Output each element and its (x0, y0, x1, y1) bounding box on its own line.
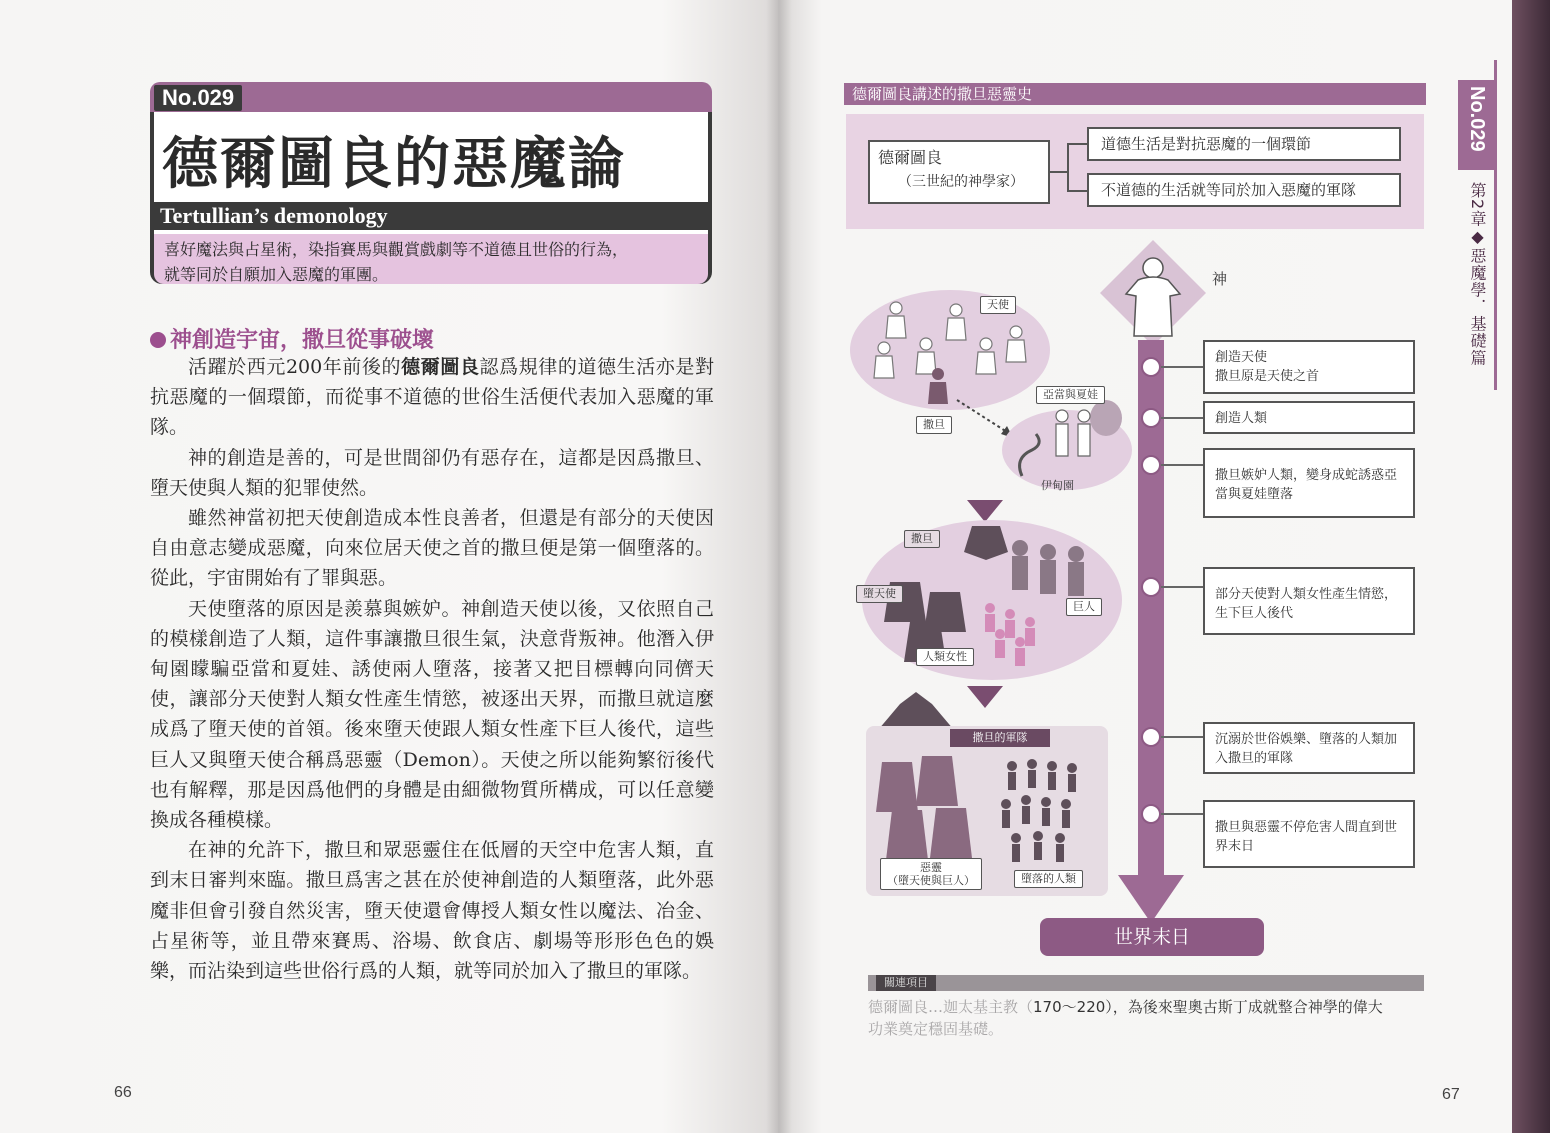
label-satan: 撒旦 (904, 530, 940, 548)
page-number: 67 (1442, 1086, 1460, 1103)
summary-line: 就等同於自願加入惡魔的軍團。 (164, 265, 389, 284)
summary (154, 234, 708, 284)
paragraph: 神的創造是善的，可是世間卻仍有惡存在，這都是因爲撒旦、墮天使與人類的犯罪使然。 (150, 446, 714, 499)
timeline-connector (1161, 586, 1203, 588)
connector-line (1067, 143, 1087, 145)
event-box: 撒旦嫉妒人類，變身成蛇誘惑亞當與夏娃墮落 (1203, 448, 1415, 518)
event-box: 創造人類 (1203, 401, 1415, 434)
paragraph: 天使墮落的原因是羨慕與嫉妒。神創造天使以後，又依照自己的模樣創造了人類，這件事讓撒旦很生氣，決意背叛神。他潛入伊甸園矇騙亞當和夏娃、誘使兩人墮落，接著又把目標轉向同儕天使，讓部分天使對人類女性產生情慾，被逐出天界，而撒旦就這麼成爲了墮天使的首領。後來墮天使跟人類女性產下巨人後代，這些巨人又與墮天使合稱爲惡靈（Demon）。天使之所以能夠繁衍後代也有解釋，那是因爲他們的身體是由細微物質所構成，可以任意變換成各種模樣。 (150, 597, 714, 832)
summary-line: 喜好魔法與占星術，染指賽馬與觀賞戲劇等不道德且世俗的行為， (164, 240, 629, 259)
adam-eve-illustration (1010, 398, 1130, 488)
label-angels: 天使 (980, 296, 1016, 314)
label-human-women: 人類女性 (916, 648, 974, 666)
timeline-arrowhead (1118, 875, 1184, 923)
god-label: 神 (1212, 270, 1228, 288)
page-number: 66 (114, 1084, 132, 1101)
paragraph: 活躍於西元200年前後的德爾圖良認爲規律的道德生活亦是對抗惡魔的一個環節，而從事不道德的世俗生活便代表加入惡魔的軍隊。 (150, 356, 714, 439)
spine-shadow (766, 0, 792, 1133)
end-of-world-box: 世界末日 (1040, 918, 1264, 956)
connector-line (1067, 143, 1069, 191)
label-satan: 撒旦 (916, 416, 952, 434)
event-box: 撒旦與惡靈不停危害人間直到世界末日 (1203, 800, 1415, 868)
title-box (150, 82, 712, 294)
event-box: 沉溺於世俗娛樂、墮落的人類加入撒旦的軍隊 (1203, 722, 1415, 774)
page-title: 德爾圖良的惡魔論 (162, 131, 626, 197)
paragraph: 雖然神當初把天使創造成本性良善者，但還是有部分的天使因自由意志變成惡魔，向來位居天使之首的撒旦便是第一個墮落的。從此，宇宙開始有了罪與惡。 (150, 507, 714, 590)
body-text (150, 352, 714, 986)
event-box: 部分天使對人類女性產生情慾，生下巨人後代 (1203, 567, 1415, 635)
label-eden: 伊甸園 (1041, 479, 1074, 492)
connector-line (1067, 190, 1087, 192)
flow-arrow-down (967, 500, 1003, 522)
bullet-icon (150, 332, 166, 348)
timeline-connector (1161, 736, 1203, 738)
timeline-dot (1141, 727, 1161, 747)
army-title: 撒旦的軍隊 (950, 729, 1050, 747)
section-heading: 神創造宇宙，撒旦從事破壞 (150, 323, 434, 354)
claim-box: 不道德的生活就等同於加入惡魔的軍隊 (1087, 173, 1401, 207)
diagram-title: 德爾圖良講述的撒旦惡靈史 (844, 83, 1426, 105)
army-illustration (876, 752, 1100, 874)
label-adam-eve: 亞當與夏娃 (1036, 386, 1105, 404)
chapter-label: 第2章◆惡魔學．基礎篇 (1468, 182, 1487, 367)
timeline-connector (1161, 813, 1203, 815)
event-box: 創造天使 撒旦原是天使之首 (1203, 340, 1415, 394)
claim-box: 道德生活是對抗惡魔的一個環節 (1087, 127, 1401, 161)
god-illustration (1098, 238, 1208, 348)
timeline-connector (1161, 366, 1203, 368)
note-bar (868, 975, 1424, 991)
teacher-box (868, 140, 1050, 204)
label-fallen-humans: 墮落的人類 (1014, 870, 1083, 888)
label-giants: 巨人 (1066, 598, 1102, 616)
teacher-desc: （三世紀的神學家） (898, 174, 1024, 190)
timeline-connector (1161, 417, 1203, 419)
dotted-arrow (955, 396, 1015, 440)
paragraph: 在神的允許下，撒旦和眾惡靈住在低層的天空中危害人類，直到末日審判來臨。撒旦爲害之甚在於使神創造的人類墮落，此外惡魔非但會引發自然災害，墮天使還會傳授人類女性以魔法、冶金、占星術等，並且帶來賽馬、浴場、飲食店、劇場等形形色色的娛樂，而沾染到這些世俗行爲的人類，就等同於加入了撒旦的軍隊。 (150, 839, 714, 983)
timeline-connector (1161, 464, 1203, 466)
side-accent-line (1494, 60, 1497, 390)
entry-number: No.029 (154, 85, 242, 111)
title-header-bar (150, 82, 712, 112)
timeline-dot (1141, 577, 1161, 597)
english-title: Tertullian’s demonology (150, 202, 712, 230)
note-text: 德爾圖良…迦太基主教（170～220），為後來聖奧古斯丁成就整合神學的偉大 功業奠定穩固基礎。 (868, 998, 1383, 1038)
teacher-name: 德爾圖良 (878, 148, 943, 167)
cover-edge (1512, 0, 1550, 1133)
side-tab: No.029 (1458, 80, 1494, 170)
flow-arrow-down (967, 686, 1003, 708)
timeline-dot (1141, 804, 1161, 824)
label-demons: 惡靈 （墮天使與巨人） (880, 858, 982, 890)
connector-line (1050, 171, 1068, 173)
note-label: 關連項目 (876, 975, 936, 991)
label-fallen-angels: 墮天使 (856, 585, 903, 603)
timeline-dot (1141, 408, 1161, 428)
timeline-dot (1141, 357, 1161, 377)
timeline-dot (1141, 455, 1161, 475)
title-panel (150, 112, 712, 284)
